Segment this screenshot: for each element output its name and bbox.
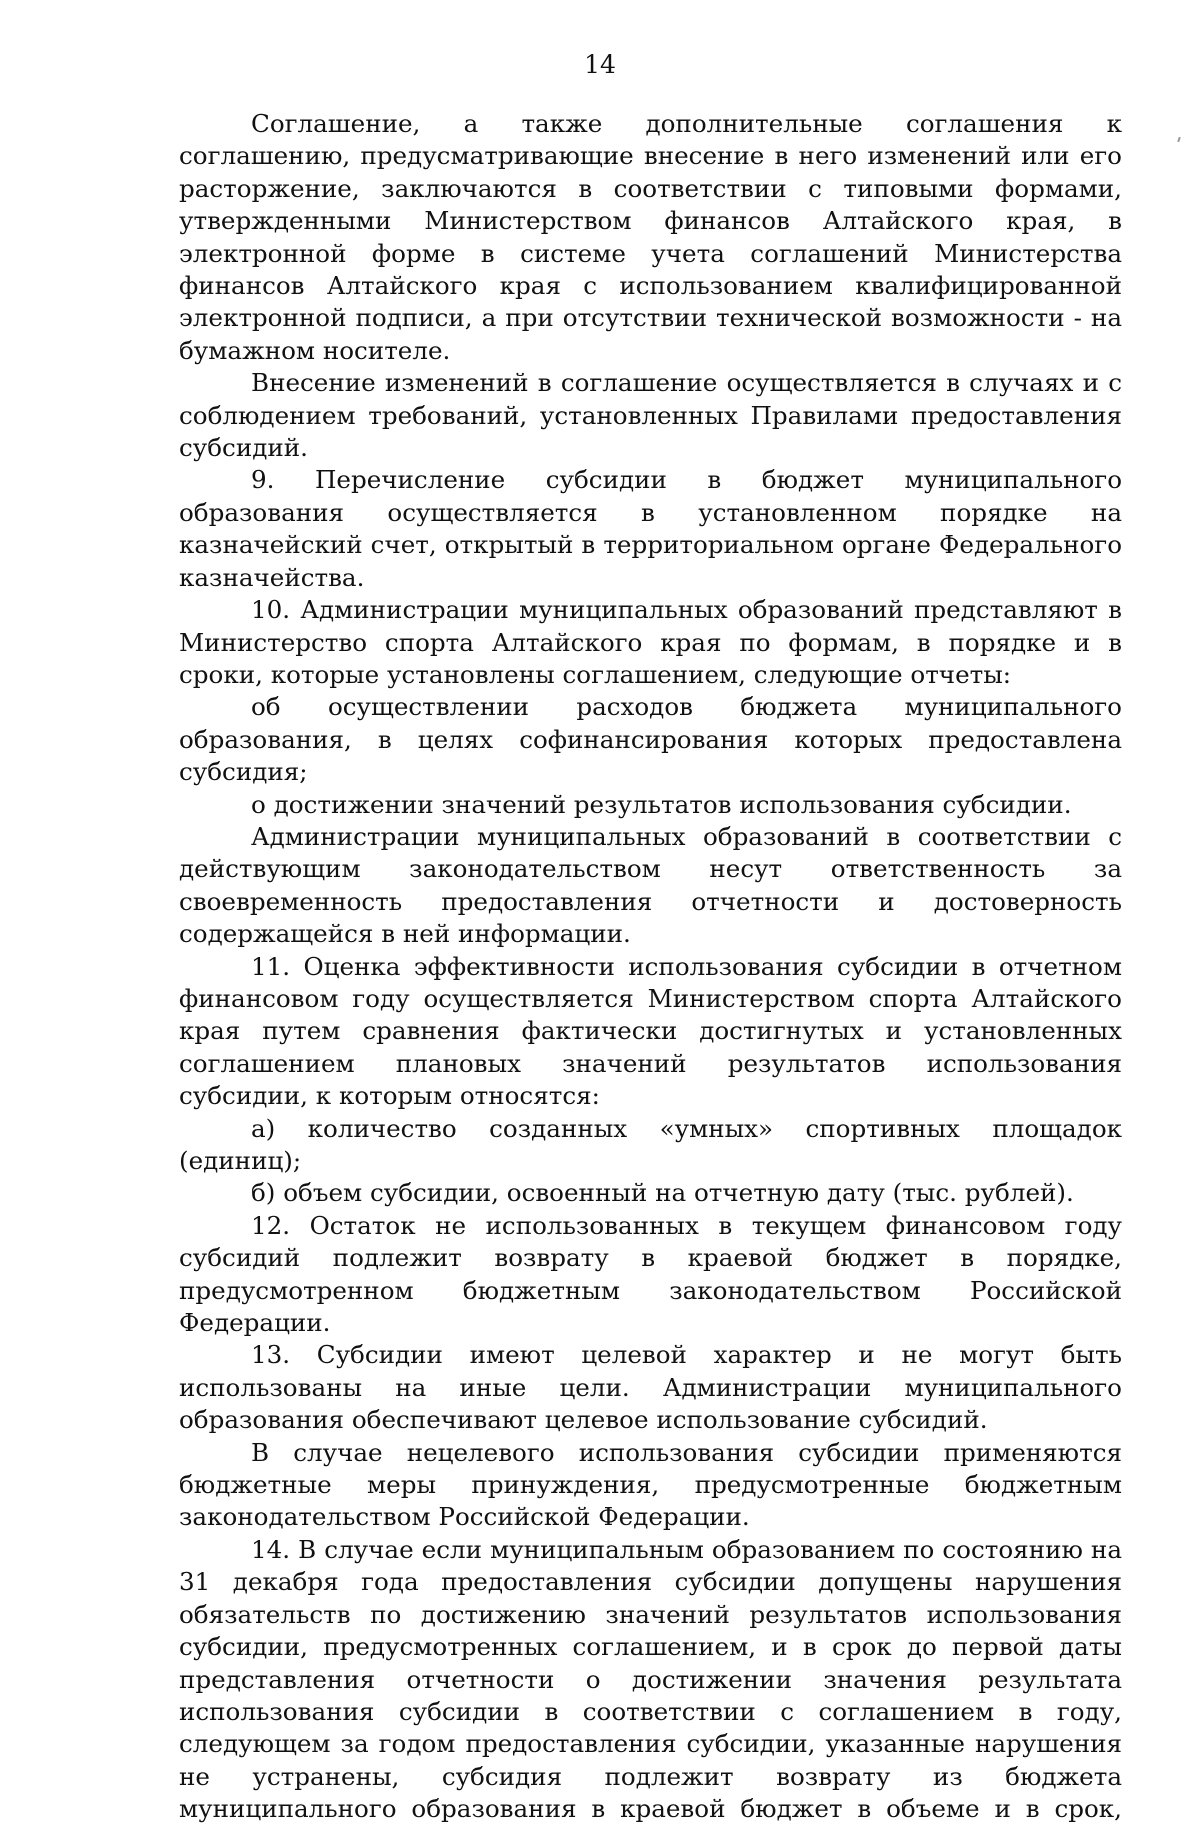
paragraph-14-violations: 14. В случае если муниципальным образованием по состоянию на 31 декабря года предоставления субсидии допущены нарушения обязательств по достижению значений результатов использования субсидии, предусмотренных соглашением, и в срок до первой даты представления отчетности о достижении значения результата использования субсидии в соответствии с соглашением в году, следующем за годом предоставления субсидии, указанные нарушения не устранены, субсидия подлежит возврату из бюджета муниципального образования в краевой бюджет в объеме и в срок, — [179, 1534, 1122, 1824]
document-body — [179, 108, 1122, 1826]
paragraph-report-results: о достижении значений результатов использования субсидии. — [251, 789, 1072, 819]
paragraph-item-b: б) объем субсидии, освоенный на отчетную дату (тыс. рублей). — [251, 1178, 1074, 1208]
paragraph-13-targeted: 13. Субсидии имеют целевой характер и не могут быть использованы на иные цели. Администрации муниципального образования обеспечивают целевое использование субсидий. — [179, 1340, 1122, 1435]
paragraph-10-reports: 10. Администрации муниципальных образований представляют в Министерство спорта Алтайского края по формам, в порядке и в сроки, которые установлены соглашением, следующие отчеты: — [179, 595, 1122, 689]
paragraph-agreement-changes: Внесение изменений в соглашение осуществляется в случаях и с соблюдением требований, установленных Правилами предоставления субсидий. — [179, 368, 1122, 463]
paragraph-report-expenses: об осуществлении расходов бюджета муниципального образования, в целях софинансирования которых предоставлена субсидия; — [179, 692, 1122, 787]
paragraph-12-remainder: 12. Остаток не использованных в текущем финансовом году субсидий подлежит возврату в краевой бюджет в порядке, предусмотренном бюджетным законодательством Российской Федерации. — [179, 1210, 1122, 1338]
paragraph-misuse: В случае нецелевого использования субсидии применяются бюджетные меры принуждения, предусмотренные бюджетным законодательством Российской Федерации. — [179, 1437, 1122, 1532]
paragraph-item-a: а) количество созданных «умных» спортивных площадок (единиц); — [179, 1113, 1122, 1175]
paragraph-responsibility: Администрации муниципальных образований в соответствии с действующим законодательством несут ответственность за своевременность предоставления отчетности и достоверность содержащейся в ней информации. — [179, 821, 1122, 949]
paragraph-9-transfer: 9. Перечисление субсидии в бюджет муниципального образования осуществляется в установленном порядке на казначейский счет, открытый в территориальном органе Федерального казначейства. — [179, 465, 1122, 592]
paragraph-11-efficiency: 11. Оценка эффективности использования субсидии в отчетном финансовом году осуществляется Министерством спорта Алтайского края путем сравнения фактически достигнутых и установленных соглашением плановых значений результатов использования субсидии, к которым относятся: — [179, 951, 1122, 1111]
page-number: 14 — [584, 50, 616, 79]
paragraph-agreement-forms: Соглашение, а также дополнительные соглашения к соглашению, предусматривающие внесение в него изменений или его расторжение, заключаются в соответствии с типовыми формами, утвержденными Министерством финансов Алтайского края, в электронной форме в системе учета соглашений Министерства финансов Алтайского края с использованием квалифицированной электронной подписи, а при отсутствии технической возможности - на бумажном носителе. — [179, 109, 1122, 365]
scan-speck — [1177, 137, 1181, 142]
